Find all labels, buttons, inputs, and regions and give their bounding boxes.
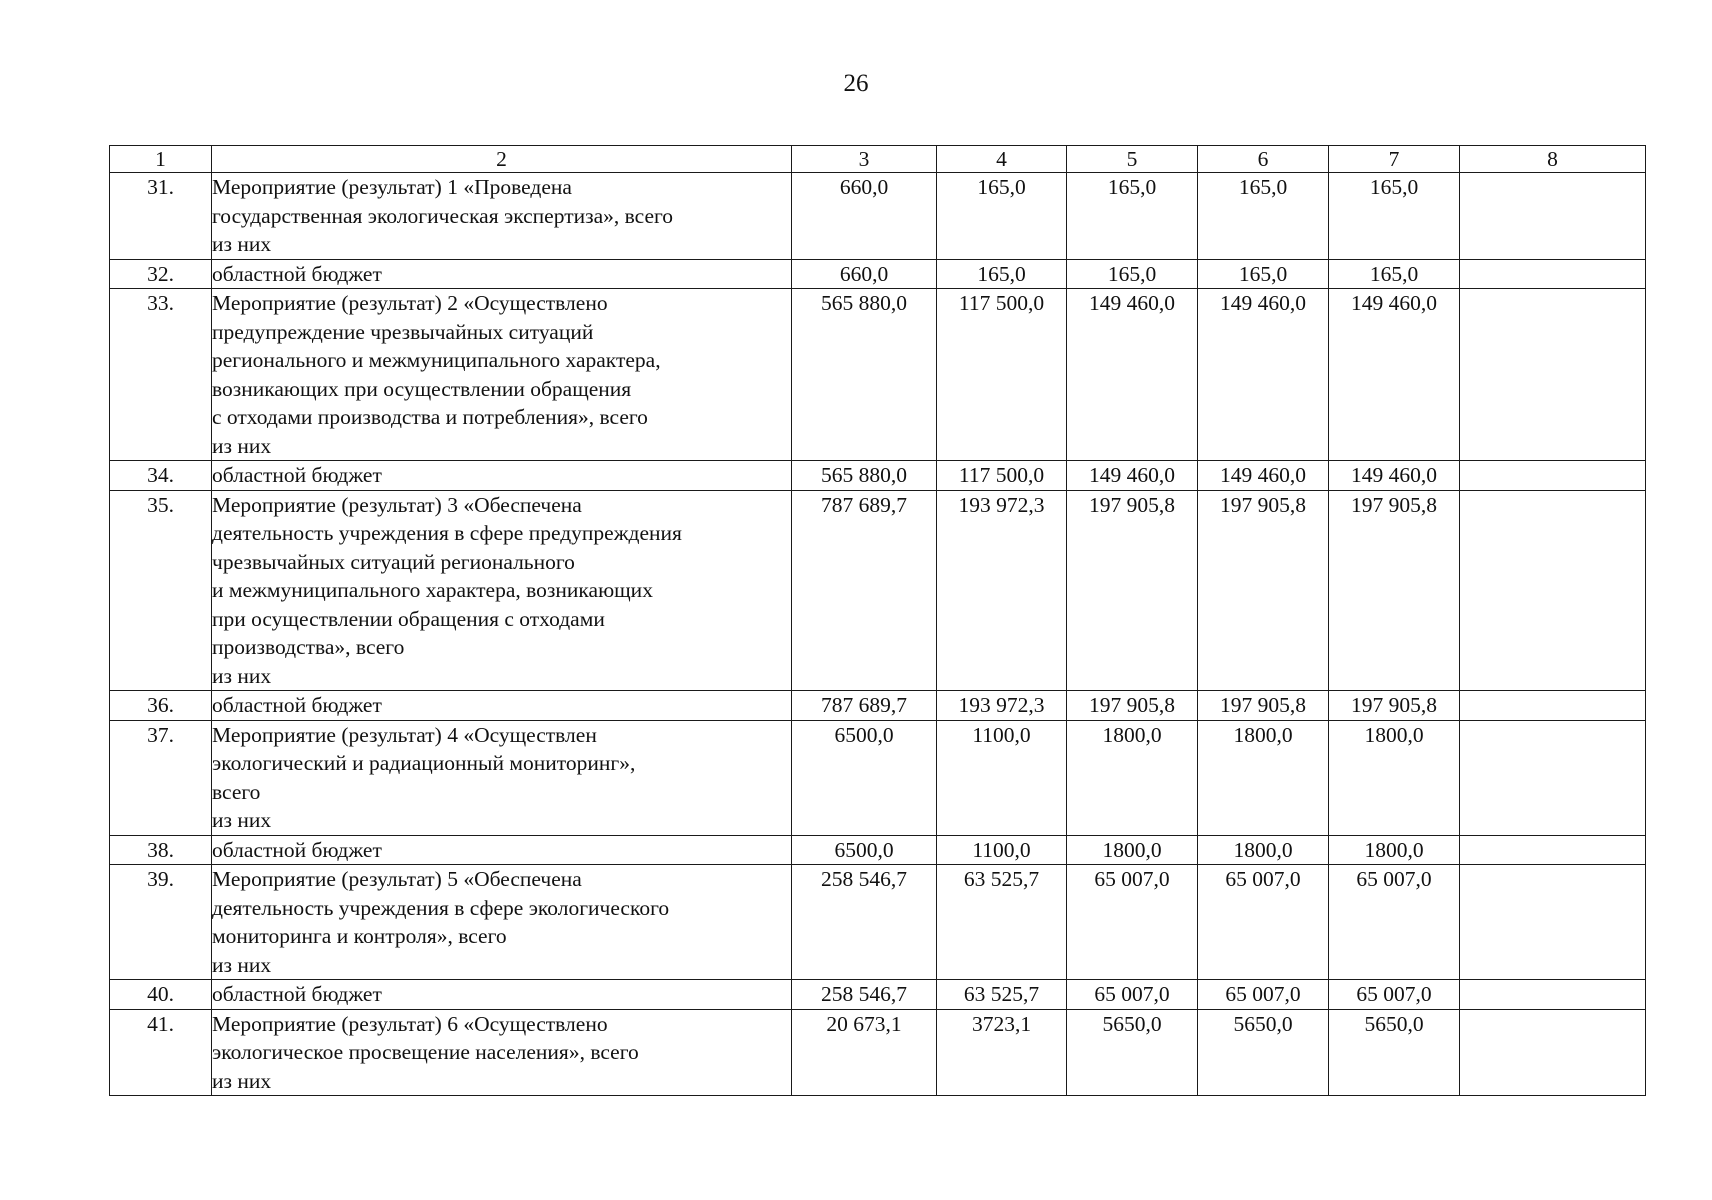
value-col-5: 197 905,8 [1067,691,1198,721]
row-number: 38. [110,835,212,865]
description-line: государственная экологическая экспертиза», всего [212,203,674,228]
header-col-1: 1 [110,146,212,173]
row-number: 34. [110,461,212,491]
value-col-6: 149 460,0 [1198,289,1329,461]
value-col-6: 65 007,0 [1198,980,1329,1010]
value-col-8 [1460,720,1646,835]
value-col-6: 197 905,8 [1198,490,1329,691]
value-col-6: 197 905,8 [1198,691,1329,721]
description-line: деятельность учреждения в сфере предупреждения [212,521,682,545]
value-col-5: 65 007,0 [1067,865,1198,980]
value-col-7: 1800,0 [1329,835,1460,865]
row-description [212,173,792,260]
table-row [110,289,1646,461]
value-col-8 [1460,461,1646,491]
value-col-5: 149 460,0 [1067,461,1198,491]
row-description [212,720,792,835]
description-line: предупреждение чрезвычайных ситуаций [212,319,594,344]
value-col-4: 63 525,7 [937,865,1067,980]
value-col-3: 258 546,7 [792,865,937,980]
value-col-8 [1460,259,1646,289]
value-col-7: 1800,0 [1329,720,1460,835]
description-line: из них [212,952,272,977]
value-col-4: 165,0 [937,173,1067,260]
value-col-7: 197 905,8 [1329,691,1460,721]
row-description [212,980,792,1010]
value-col-4: 3723,1 [937,1009,1067,1096]
value-col-4: 1100,0 [937,835,1067,865]
description-line: областной бюджет [212,463,382,487]
description-line: из них [212,663,272,688]
value-col-7: 5650,0 [1329,1009,1460,1096]
table-row [110,865,1646,980]
row-number: 33. [110,289,212,461]
table-row [110,173,1646,260]
value-col-3: 258 546,7 [792,980,937,1010]
header-col-4: 4 [937,146,1067,173]
description-line: чрезвычайных ситуаций регионального [212,549,575,574]
description-line: Мероприятие (результат) 3 «Обеспечена [212,492,582,517]
header-col-6: 6 [1198,146,1329,173]
description-line: Мероприятие (результат) 5 «Обеспечена [212,867,582,891]
header-col-2: 2 [212,146,792,173]
table-row [110,490,1646,691]
value-col-8 [1460,865,1646,980]
value-col-5: 165,0 [1067,259,1198,289]
value-col-5: 1800,0 [1067,835,1198,865]
value-col-8 [1460,691,1646,721]
row-number: 35. [110,490,212,691]
row-number: 37. [110,720,212,835]
row-number: 31. [110,173,212,260]
value-col-3: 565 880,0 [792,461,937,491]
description-line: регионального и межмуниципального характера, [212,348,661,372]
value-col-7: 65 007,0 [1329,865,1460,980]
description-line: Мероприятие (результат) 2 «Осуществлено [212,291,608,315]
value-col-3: 660,0 [792,259,937,289]
value-col-7: 165,0 [1329,173,1460,260]
value-col-3: 787 689,7 [792,490,937,691]
value-col-5: 5650,0 [1067,1009,1198,1096]
value-col-3: 787 689,7 [792,691,937,721]
row-description [212,490,792,691]
table-body [110,173,1646,1096]
header-row [110,146,1646,173]
table-row [110,720,1646,835]
value-col-3: 660,0 [792,173,937,260]
value-col-7: 149 460,0 [1329,461,1460,491]
description-line: мониторинга и контроля», всего [212,924,507,948]
value-col-4: 193 972,3 [937,490,1067,691]
value-col-3: 6500,0 [792,835,937,865]
value-col-8 [1460,289,1646,461]
table-row [110,461,1646,491]
value-col-4: 193 972,3 [937,691,1067,721]
table-row [110,835,1646,865]
description-line: всего [212,779,261,804]
value-col-6: 149 460,0 [1198,461,1329,491]
description-line: из них [212,1068,272,1093]
description-line: областной бюджет [212,693,382,717]
description-line: Мероприятие (результат) 6 «Осуществлено [212,1011,608,1036]
description-line: Мероприятие (результат) 1 «Проведена [212,175,572,199]
value-col-7: 197 905,8 [1329,490,1460,691]
description-line: из них [212,808,272,832]
value-col-6: 165,0 [1198,173,1329,260]
header-col-8: 8 [1460,146,1646,173]
budget-table [109,145,1646,1096]
row-description [212,865,792,980]
value-col-4: 165,0 [937,259,1067,289]
description-line: областной бюджет [212,837,382,862]
row-description [212,691,792,721]
value-col-6: 65 007,0 [1198,865,1329,980]
value-col-4: 63 525,7 [937,980,1067,1010]
value-col-6: 165,0 [1198,259,1329,289]
value-col-6: 1800,0 [1198,835,1329,865]
description-line: деятельность учреждения в сфере экологического [212,895,670,920]
description-line: и межмуниципального характера, возникающих [212,578,653,602]
table-header [110,146,1646,173]
description-line: с отходами производства и потребления», всего [212,405,648,429]
header-col-3: 3 [792,146,937,173]
value-col-6: 1800,0 [1198,720,1329,835]
row-description [212,1009,792,1096]
value-col-4: 1100,0 [937,720,1067,835]
value-col-8 [1460,835,1646,865]
page-number: 26 [843,70,869,97]
description-line: областной бюджет [212,982,382,1006]
value-col-6: 5650,0 [1198,1009,1329,1096]
row-description [212,259,792,289]
value-col-5: 165,0 [1067,173,1198,260]
table-row [110,259,1646,289]
description-line: из них [212,232,272,256]
table-row [110,1009,1646,1096]
value-col-4: 117 500,0 [937,289,1067,461]
table-row [110,691,1646,721]
row-number: 36. [110,691,212,721]
value-col-8 [1460,173,1646,260]
value-col-5: 65 007,0 [1067,980,1198,1010]
table-row [110,980,1646,1010]
description-line: областной бюджет [212,261,382,286]
value-col-7: 149 460,0 [1329,289,1460,461]
value-col-4: 117 500,0 [937,461,1067,491]
row-number: 39. [110,865,212,980]
value-col-8 [1460,490,1646,691]
header-col-7: 7 [1329,146,1460,173]
row-description [212,461,792,491]
description-line: при осуществлении обращения с отходами [212,606,605,631]
value-col-5: 149 460,0 [1067,289,1198,461]
description-line: Мероприятие (результат) 4 «Осуществлен [212,722,597,747]
row-number: 32. [110,259,212,289]
description-line: производства», всего [212,635,405,659]
value-col-8 [1460,980,1646,1010]
value-col-5: 197 905,8 [1067,490,1198,691]
description-line: экологический и радиационный мониторинг», [212,751,636,775]
value-col-3: 6500,0 [792,720,937,835]
value-col-7: 65 007,0 [1329,980,1460,1010]
description-line: экологическое просвещение населения», всего [212,1040,639,1064]
row-description [212,289,792,461]
row-number: 40. [110,980,212,1010]
value-col-8 [1460,1009,1646,1096]
description-line: возникающих при осуществлении обращения [212,376,632,401]
value-col-5: 1800,0 [1067,720,1198,835]
row-description [212,835,792,865]
value-col-7: 165,0 [1329,259,1460,289]
description-line: из них [212,433,272,458]
value-col-3: 565 880,0 [792,289,937,461]
value-col-3: 20 673,1 [792,1009,937,1096]
row-number: 41. [110,1009,212,1096]
header-col-5: 5 [1067,146,1198,173]
